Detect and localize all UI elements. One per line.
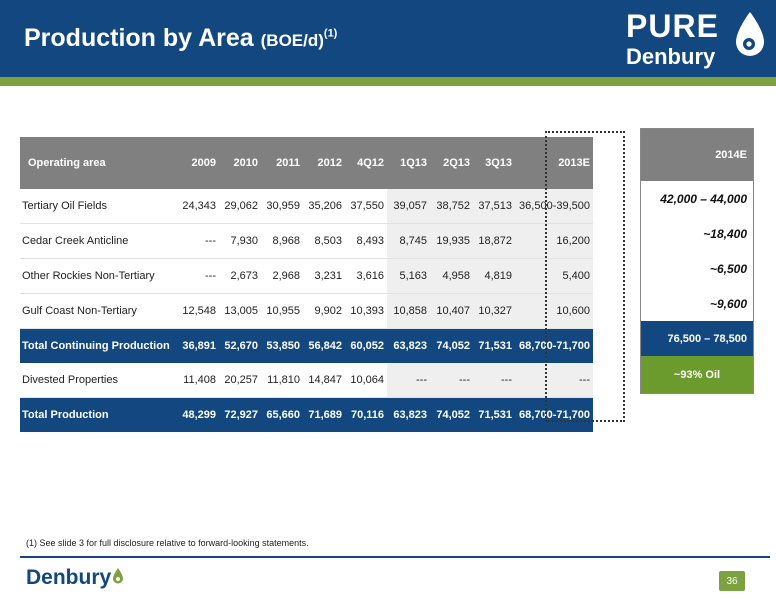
row-label: Other Rockies Non-Tertiary	[20, 259, 177, 294]
total-production-row	[20, 398, 593, 433]
table-cell: 74,052	[430, 398, 473, 433]
oil-drop-icon	[112, 568, 124, 584]
table-cell: 10,064	[345, 363, 387, 398]
table-cell: 37,550	[345, 189, 387, 224]
table-cell: 8,968	[261, 224, 303, 259]
denbury-footer-logo: Denbury	[26, 566, 111, 590]
table-cell: 2,968	[261, 259, 303, 294]
table-cell: 10,393	[345, 294, 387, 329]
row-label: Divested Properties	[20, 363, 177, 398]
table-cell: 5,163	[387, 259, 430, 294]
column-header: 2009	[177, 137, 219, 189]
column-header: 2010	[219, 137, 261, 189]
table-cell: 71,531	[473, 329, 515, 364]
table-cell: 8,503	[303, 224, 345, 259]
table-cell: 35,206	[303, 189, 345, 224]
table-cell: 29,062	[219, 189, 261, 224]
table-cell: 4,958	[430, 259, 473, 294]
column-header: 2013E	[515, 137, 593, 189]
table-row	[20, 363, 593, 398]
2014e-value: 42,000 – 44,000	[641, 181, 753, 216]
table-cell: 39,057	[387, 189, 430, 224]
table-cell: 13,005	[219, 294, 261, 329]
table-cell: 10,327	[473, 294, 515, 329]
table-cell: 63,823	[387, 329, 430, 364]
table-cell: 68,700-71,700	[515, 398, 593, 433]
table-row	[20, 189, 593, 224]
table-cell: ---	[177, 224, 219, 259]
table-cell: 18,872	[473, 224, 515, 259]
column-header: 1Q13	[387, 137, 430, 189]
column-header: 3Q13	[473, 137, 515, 189]
table-cell: 38,752	[430, 189, 473, 224]
table-cell: 63,823	[387, 398, 430, 433]
table-cell: 30,959	[261, 189, 303, 224]
table-cell: ---	[387, 363, 430, 398]
title-main: Production by Area	[24, 24, 254, 52]
table-cell: 16,200	[515, 224, 593, 259]
table-cell: 10,858	[387, 294, 430, 329]
title-unit: (BOE/d)	[260, 31, 324, 50]
table-cell: 12,548	[177, 294, 219, 329]
production-table	[20, 137, 593, 432]
total-continuing-row	[20, 329, 593, 364]
2014e-header: 2014E	[641, 129, 753, 181]
page-number: 36	[719, 571, 745, 591]
table-cell: 7,930	[219, 224, 261, 259]
table-cell: ---	[515, 363, 593, 398]
table-row	[20, 259, 593, 294]
row-label: Total Continuing Production	[20, 329, 177, 364]
table-cell: 24,343	[177, 189, 219, 224]
column-header: Operating area	[20, 137, 177, 189]
table-cell: 68,700-71,700	[515, 329, 593, 364]
table-cell: 8,493	[345, 224, 387, 259]
oil-drop-icon	[734, 12, 766, 58]
oil-percent-badge: ~93% Oil	[641, 356, 753, 393]
table-cell: 14,847	[303, 363, 345, 398]
table-cell: 70,116	[345, 398, 387, 433]
table-cell: 9,902	[303, 294, 345, 329]
table-cell: 11,408	[177, 363, 219, 398]
table-cell: 37,513	[473, 189, 515, 224]
table-cell: 74,052	[430, 329, 473, 364]
table-cell: 56,842	[303, 329, 345, 364]
table-cell: 5,400	[515, 259, 593, 294]
footer-divider	[20, 556, 770, 558]
2014e-value: ~6,500	[641, 251, 753, 286]
table-cell: ---	[473, 363, 515, 398]
pure-denbury-logo: PURE Denbury	[622, 8, 768, 72]
table-cell: 11,810	[261, 363, 303, 398]
table-cell: 52,670	[219, 329, 261, 364]
table-cell: 10,955	[261, 294, 303, 329]
table-cell: 36,891	[177, 329, 219, 364]
table-cell: 53,850	[261, 329, 303, 364]
table-cell: ---	[430, 363, 473, 398]
table-cell: 3,616	[345, 259, 387, 294]
column-header: 2012	[303, 137, 345, 189]
table-cell: 65,660	[261, 398, 303, 433]
page-title	[24, 24, 337, 53]
2014e-value: ~18,400	[641, 216, 753, 251]
column-header: 2Q13	[430, 137, 473, 189]
table-cell: 20,257	[219, 363, 261, 398]
table-row	[20, 224, 593, 259]
table-cell: 8,745	[387, 224, 430, 259]
column-header: 2011	[261, 137, 303, 189]
table-cell: 10,600	[515, 294, 593, 329]
table-cell: 72,927	[219, 398, 261, 433]
table-cell: ---	[177, 259, 219, 294]
row-label: Cedar Creek Anticline	[20, 224, 177, 259]
column-header: 4Q12	[345, 137, 387, 189]
accent-bar	[0, 77, 776, 86]
footnote: (1) See slide 3 for full disclosure relative to forward-looking statements.	[26, 538, 309, 548]
table-cell: 71,531	[473, 398, 515, 433]
table-cell: 2,673	[219, 259, 261, 294]
table-cell: 48,299	[177, 398, 219, 433]
title-footnote-ref: (1)	[323, 27, 338, 40]
2014e-total-value: 76,500 – 78,500	[641, 321, 753, 356]
table-cell: 36,500-39,500	[515, 189, 593, 224]
2014e-value: ~9,600	[641, 286, 753, 321]
table-cell: 71,689	[303, 398, 345, 433]
row-label: Tertiary Oil Fields	[20, 189, 177, 224]
2014e-column	[640, 128, 754, 394]
table-cell: 19,935	[430, 224, 473, 259]
table-cell: 3,231	[303, 259, 345, 294]
row-label: Gulf Coast Non-Tertiary	[20, 294, 177, 329]
table-cell: 10,407	[430, 294, 473, 329]
table-header-row	[20, 137, 593, 189]
table-cell: 4,819	[473, 259, 515, 294]
table-row	[20, 294, 593, 329]
table-cell: 60,052	[345, 329, 387, 364]
row-label: Total Production	[20, 398, 177, 433]
